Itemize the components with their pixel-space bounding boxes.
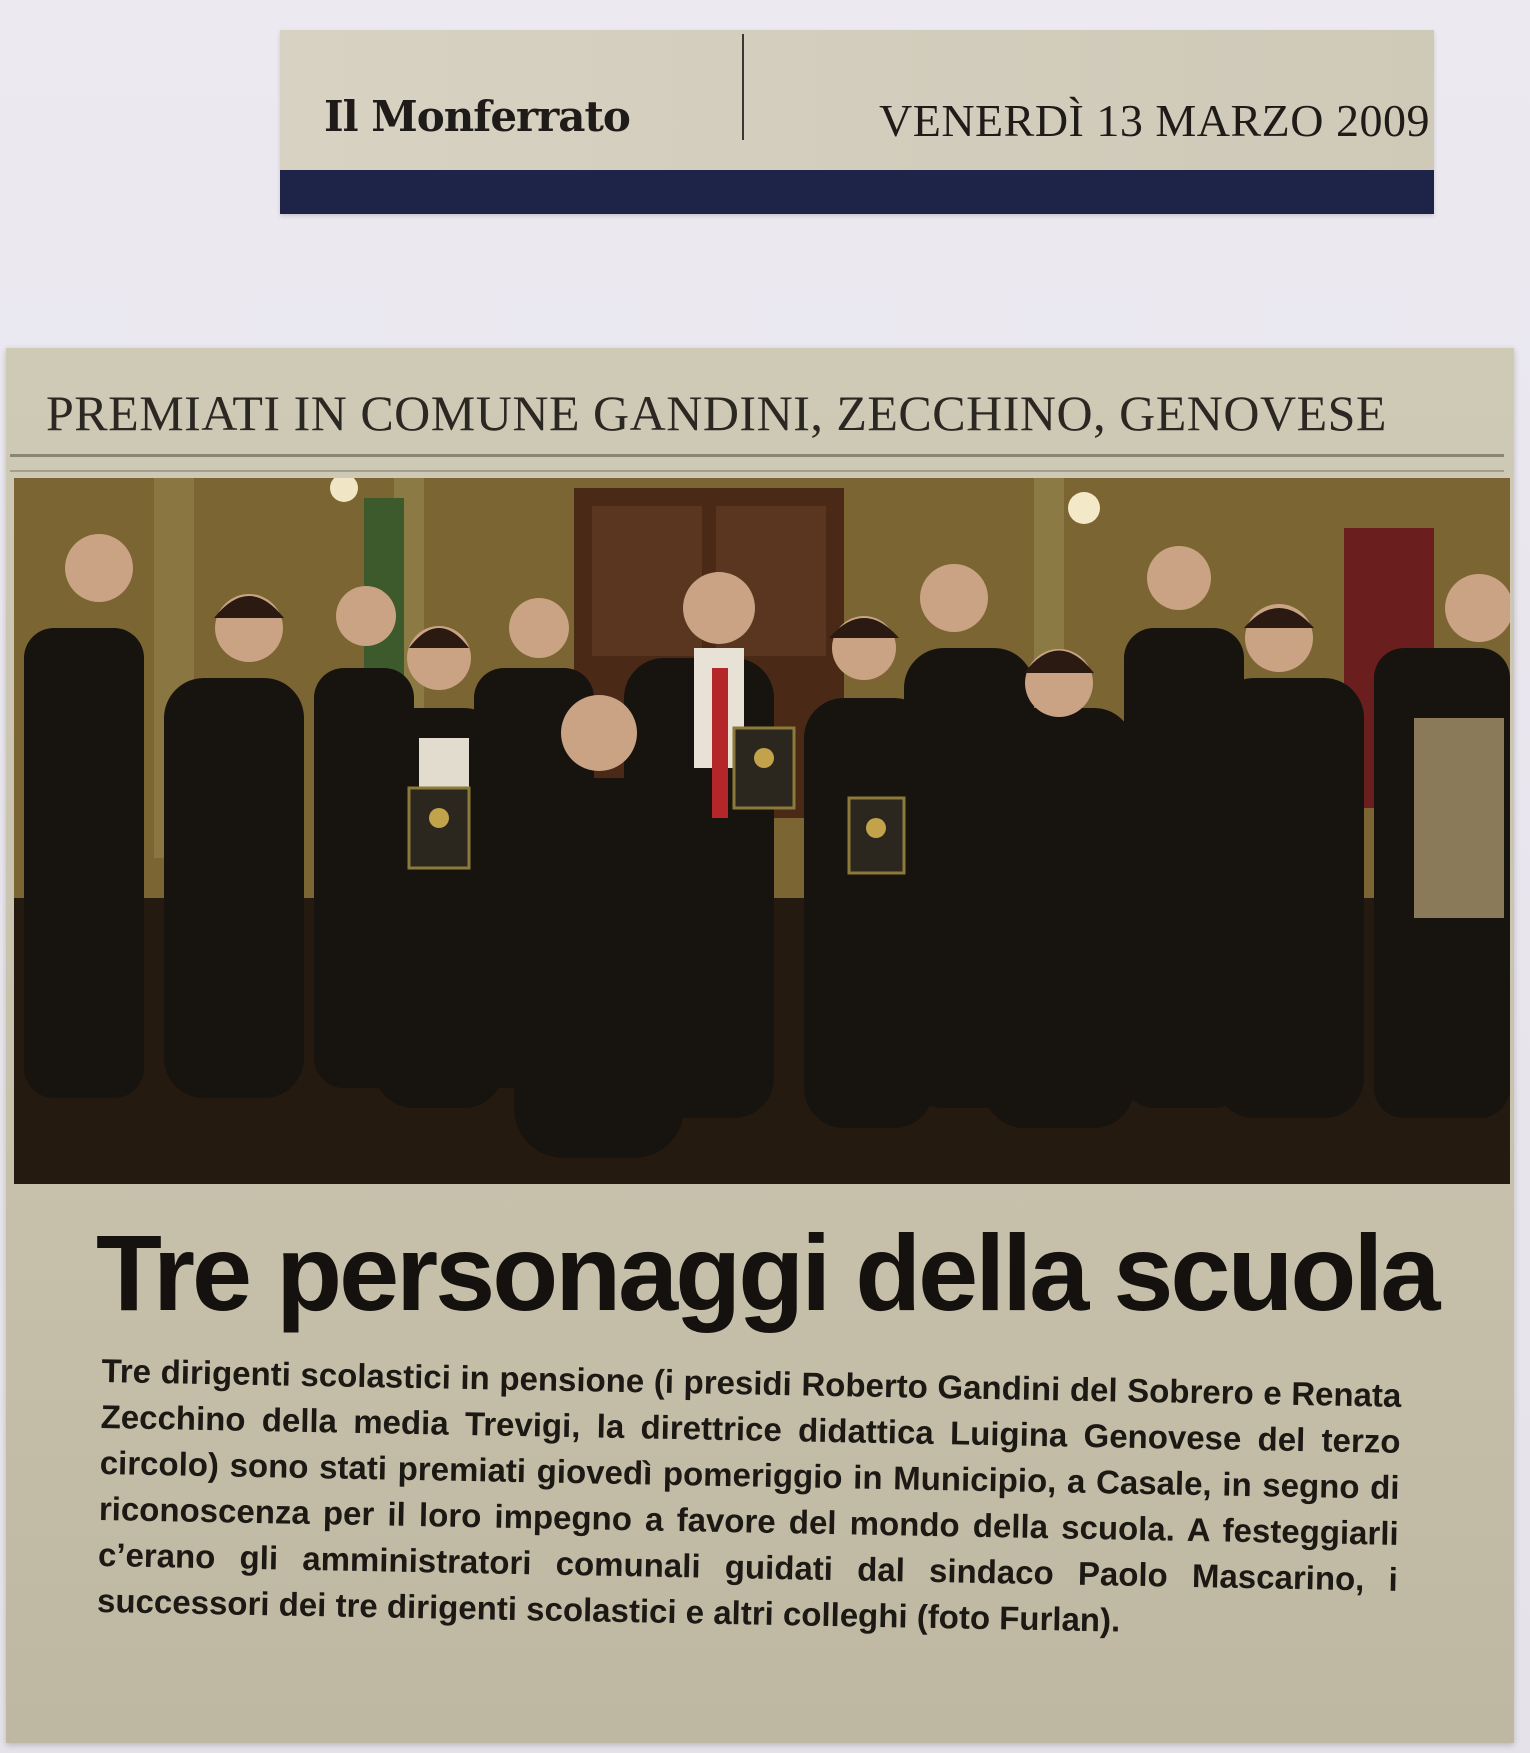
group-photo-illustration (14, 478, 1510, 1184)
masthead-clipping (280, 30, 1434, 214)
article-body: Tre dirigenti scolastici in pensione (i presidi Roberto Gandini del Sobrero e Renata Zecchino della media Trevigi, la direttrice didattica Luigina Genovese del terzo circolo) sono stati premiati giovedì pomeriggio in Municipio, a Casale, in segno di riconoscenza per il loro impegno a favore del mondo della scuola. A festeggiarli c’erano gli amministratori comunali guidati dal sindaco Paolo Mascarino, i successori dei tre dirigenti scolastici e altri colleghi (foto Furlan). (96, 1351, 1402, 1639)
masthead-rule (280, 170, 1434, 214)
article-kicker: PREMIATI IN COMUNE GANDINI, ZECCHINO, GENOVESE (46, 385, 1387, 441)
newspaper-name: Il Monferrato (324, 92, 630, 141)
group-photo (14, 478, 1510, 1184)
publication-date: VENERDÌ 13 MARZO 2009 (879, 95, 1430, 146)
article-clipping (6, 348, 1514, 1743)
masthead-divider (742, 34, 744, 140)
kicker-rule (10, 454, 1504, 457)
kicker-rule-secondary (10, 470, 1504, 472)
article-headline: Tre personaggi della scuola (96, 1212, 1438, 1333)
